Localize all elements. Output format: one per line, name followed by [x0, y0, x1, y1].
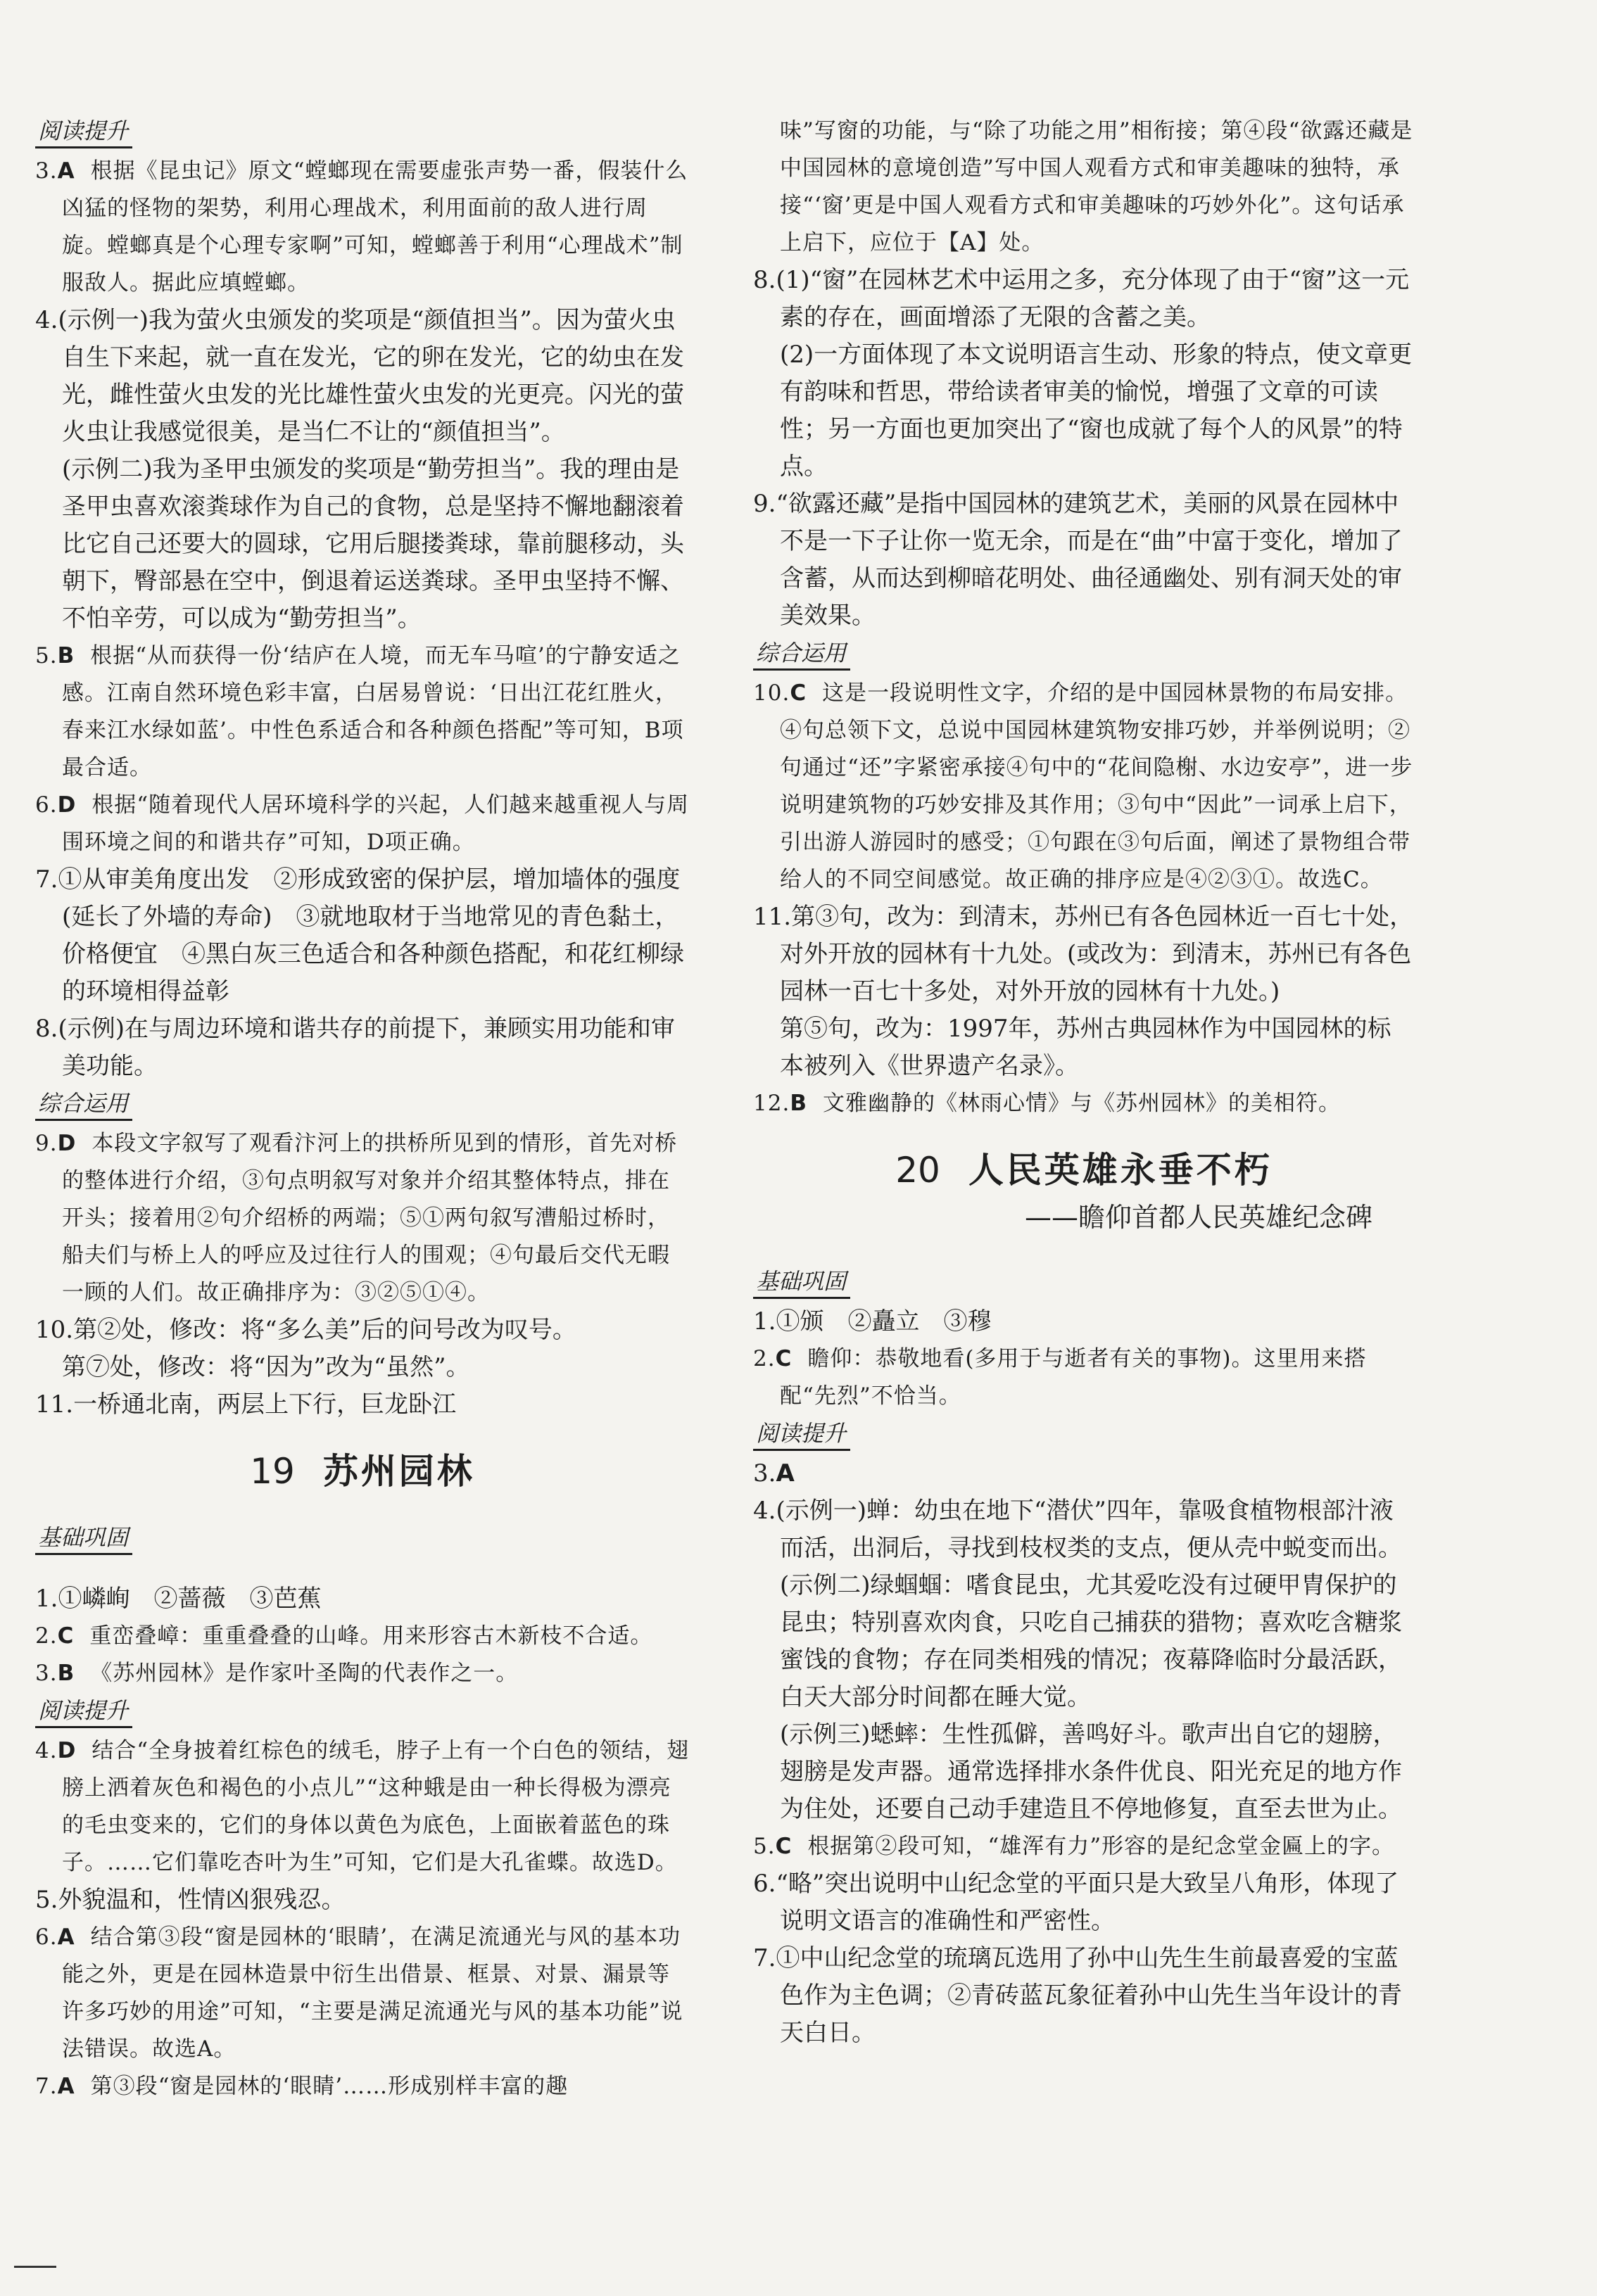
answer-paragraph: (示例二)我为圣甲虫颁发的奖项是“勤劳担当”。我的理由是圣甲虫喜欢滚粪球作为自己的食物，总是坚持不懈地翻滚着比它自己还要大的圆球，它用后腿搂粪球，靠前腿移动，头朝下，臀部悬在空中，倒退着运送粪球。圣甲虫坚持不懈、不怕辛劳，可以成为“勤劳担当”。 [62, 455, 684, 633]
answer-item: 3.A [753, 1459, 795, 1488]
answer-item: 2.C 重峦叠嶂：重重叠叠的山峰。用来形容古木新枝不合适。 [35, 1623, 653, 1649]
left-column [35, 113, 690, 2105]
answer-item: 5.B 根据“从而获得一份‘结庐在人境，而无车马喧’的宁静安适之感。江南自然环境色彩丰富，白居易曾说：‘日出江花红胜火，春来江水绿如蓝’。中性色系适合和各种颜色搭配”等可知，B项最合适。 [35, 643, 684, 780]
answer-item: 3.A 根据《昆虫记》原文“螳螂现在需要虚张声势一番，假装什么凶猛的怪物的架势，利用心理战术，利用面前的敌人进行周旋。螳螂真是个心理专家啊”可知，螳螂善于利用“心理战术”制服敌人。据此应填螳螂。 [35, 158, 688, 296]
answer-paragraph: (2)一方面体现了本文说明语言生动、形象的特点，使文章更有韵味和哲思，带给读者审美的愉悦，增强了文章的可读性；另一方面也更加突出了“窗也成就了每个人的风景”的特点。 [780, 341, 1413, 481]
chapter-number: 19 [250, 1451, 295, 1492]
answer-item: 10.C 这是一段说明性文字，介绍的是中国园林景物的布局安排。④句总领下文，总说中国园林建筑物安排巧妙，并举例说明；②句通过“还”字紧密承接④句中的“花间隐榭、水边安亭”，进一步说明建筑物的巧妙安排及其作用；③句中“因此”一词承上启下，引出游人游园时的感受；①句跟在③句后面，阐述了景物组合带给人的不同空间感觉。故正确的排序应是④②③①。故选C。 [753, 680, 1413, 892]
answer-item: 5.C 根据第②段可知，“雄浑有力”形容的是纪念堂金匾上的字。 [753, 1834, 1395, 1859]
answer-item: 3.B 《苏州园林》是作家叶圣陶的代表作之一。 [35, 1661, 519, 1686]
footer-rule [14, 2266, 56, 2268]
section-label-basic: 基础巩固 [753, 1267, 850, 1299]
chapter-title [35, 1449, 690, 1494]
answer-item: 12.B 文雅幽静的《林雨心情》与《苏州园林》的美相符。 [753, 1091, 1341, 1116]
section-label-comprehensive: 综合运用 [753, 639, 850, 671]
chapter-name: 人民英雄永垂不朽 [968, 1150, 1273, 1191]
answer-item: 2.C 瞻仰：恭敬地看(多用于与逝者有关的事物)。这里用来搭配“先烈”不恰当。 [753, 1346, 1367, 1409]
section-label-reading: 阅读提升 [753, 1419, 850, 1451]
answer-item: 8.(示例)在与周边环境和谐共存的前提下，兼顾实用功能和审美功能。 [35, 1015, 675, 1080]
answer-item: 9.“欲露还藏”是指中国园林的建筑艺术，美丽的风景在园林中不是一下子让你一览无余，而是在“曲”中富于变化，增加了含蓄，从而达到柳暗花明处、曲径通幽处、别有洞天处的审美效果。 [753, 490, 1403, 630]
answer-item: 1.①嶙峋 ②蔷薇 ③芭蕉 [35, 1585, 322, 1613]
answer-item: 1.①颁 ②矗立 ③穆 [753, 1307, 992, 1336]
answer-item: 4.D 结合“全身披着红棕色的绒毛，脖子上有一个白色的领结，翅膀上洒着灰色和褐色的小点儿”“这种蛾是由一种长得极为漂亮的毛虫变来的，它们的身体以黄色为底色，上面嵌着蓝色的珠子。……它们靠吃杏叶为生”可知，它们是大孔雀蝶。故选D。 [35, 1738, 690, 1875]
answer-paragraph: (示例三)蟋蟀：生性孤僻，善鸣好斗。歌声出自它的翅膀，翅膀是发声器。通常选择排水条件优良、阳光充足的地方作为住处，还要自己动手建造且不停地修复，直至去世为止。 [780, 1720, 1402, 1823]
answer-item: 4.(示例一)我为萤火虫颁发的奖项是“颜值担当”。因为萤火虫自生下来起，就一直在发光，它的卵在发光，它的幼虫在发光，雌性萤火虫发的光比雄性萤火虫发的光更亮。闪光的萤火虫让我感觉很美，是当仁不让的“颜值担当”。 [35, 306, 684, 446]
section-label-reading: 阅读提升 [35, 117, 132, 148]
answer-paragraph: 第⑦处，修改：将“因为”改为“虽然”。 [62, 1353, 470, 1381]
right-column [753, 113, 1415, 2052]
answer-item: 7.①中山纪念堂的琉璃瓦选用了孙中山先生生前最喜爱的宝蓝色作为主色调；②青砖蓝瓦象征着孙中山先生当年设计的青天白日。 [753, 1944, 1402, 2047]
answer-item: 11.一桥通北南，两层上下行，巨龙卧江 [35, 1390, 457, 1419]
answer-item: 11.第③句，改为：到清末，苏州已有各色园林近一百七十处，对外开放的园林有十九处。(或改为：到清末，苏州已有各色园林一百七十多处，对外开放的园林有十九处。) [753, 903, 1414, 1006]
answer-continuation: 味”写窗的功能，与“除了功能之用”相衔接；第④段“欲露还藏是中国园林的意境创造”写中国人观看方式和审美趣味的独特，承接“‘窗’更是中国人观看方式和审美趣味的巧妙外化”。这句话承上启下，应位于【A】处。 [780, 118, 1413, 255]
answer-item: 7.①从审美角度出发 ②形成致密的保护层，增加墙体的强度(延长了外墙的寿命) ③就地取材于当地常见的青色黏土，价格便宜 ④黑白灰三色适合和各种颜色搭配，和花红柳绿的环境相得益彰 [35, 865, 684, 1006]
answer-item: 6.“略”突出说明中山纪念堂的平面只是大致呈八角形，体现了说明文语言的准确性和严密性。 [753, 1870, 1399, 1935]
answer-item: 8.(1)“窗”在园林艺术中运用之多，充分体现了由于“窗”这一元素的存在，画面增添了无限的含蓄之美。 [753, 266, 1410, 331]
answer-paragraph: 第⑤句，改为：1997年，苏州古典园林作为中国园林的标本被列入《世界遗产名录》。 [780, 1015, 1391, 1080]
section-label-reading: 阅读提升 [35, 1696, 132, 1728]
chapter-subtitle: ——瞻仰首都人民英雄纪念碑 [1024, 1202, 1372, 1233]
answer-item: 9.D 本段文字叙写了观看汴河上的拱桥所见到的情形，首先对桥的整体进行介绍，③句点明叙写对象并介绍其整体特点，排在开头；接着用②句介绍桥的两端；⑤①两句叙写漕船过桥时，船夫们与桥上人的呼应及过往行人的围观；④句最后交代无暇一顾的人们。故正确排序为：③②⑤①④。 [35, 1131, 678, 1305]
answer-item: 4.(示例一)蝉：幼虫在地下“潜伏”四年，靠吸食植物根部汁液而活，出洞后，寻找到枝杈类的支点，便从壳中蜕变而出。 [753, 1497, 1402, 1562]
answer-item: 7.A 第③段“窗是园林的‘眼睛’……形成别样丰富的趣 [35, 2074, 569, 2099]
answer-item: 5.外貌温和，性情凶狠残忍。 [35, 1886, 346, 1914]
section-label-basic: 基础巩固 [35, 1523, 132, 1555]
answer-paragraph: (示例二)绿蝈蝈：嗜食昆虫，尤其爱吃没有过硬甲胄保护的昆虫；特别喜欢肉食，只吃自己捕获的猎物；喜欢吃含糖浆蜜饯的食物；存在同类相残的情况；夜幕降临时分最活跃，白天大部分时间都在睡大觉。 [780, 1571, 1402, 1711]
chapter-title [753, 1148, 1415, 1193]
chapter-number: 20 [895, 1150, 940, 1191]
answer-item: 6.A 结合第③段“窗是园林的‘眼睛’，在满足流通光与风的基本功能之外，更是在园林造景中衍生出借景、框景、对景、漏景等许多巧妙的用途”可知，“主要是满足流通光与风的基本功能”说法错误。故选A。 [35, 1924, 683, 2062]
answer-item: 6.D 根据“随着现代人居环境科学的兴起，人们越来越重视人与周围环境之间的和谐共存”可知，D项正确。 [35, 792, 690, 855]
answer-item: 10.第②处，修改：将“多么美”后的问号改为叹号。 [35, 1316, 576, 1344]
chapter-name: 苏州园林 [322, 1451, 475, 1492]
section-label-comprehensive: 综合运用 [35, 1089, 132, 1121]
